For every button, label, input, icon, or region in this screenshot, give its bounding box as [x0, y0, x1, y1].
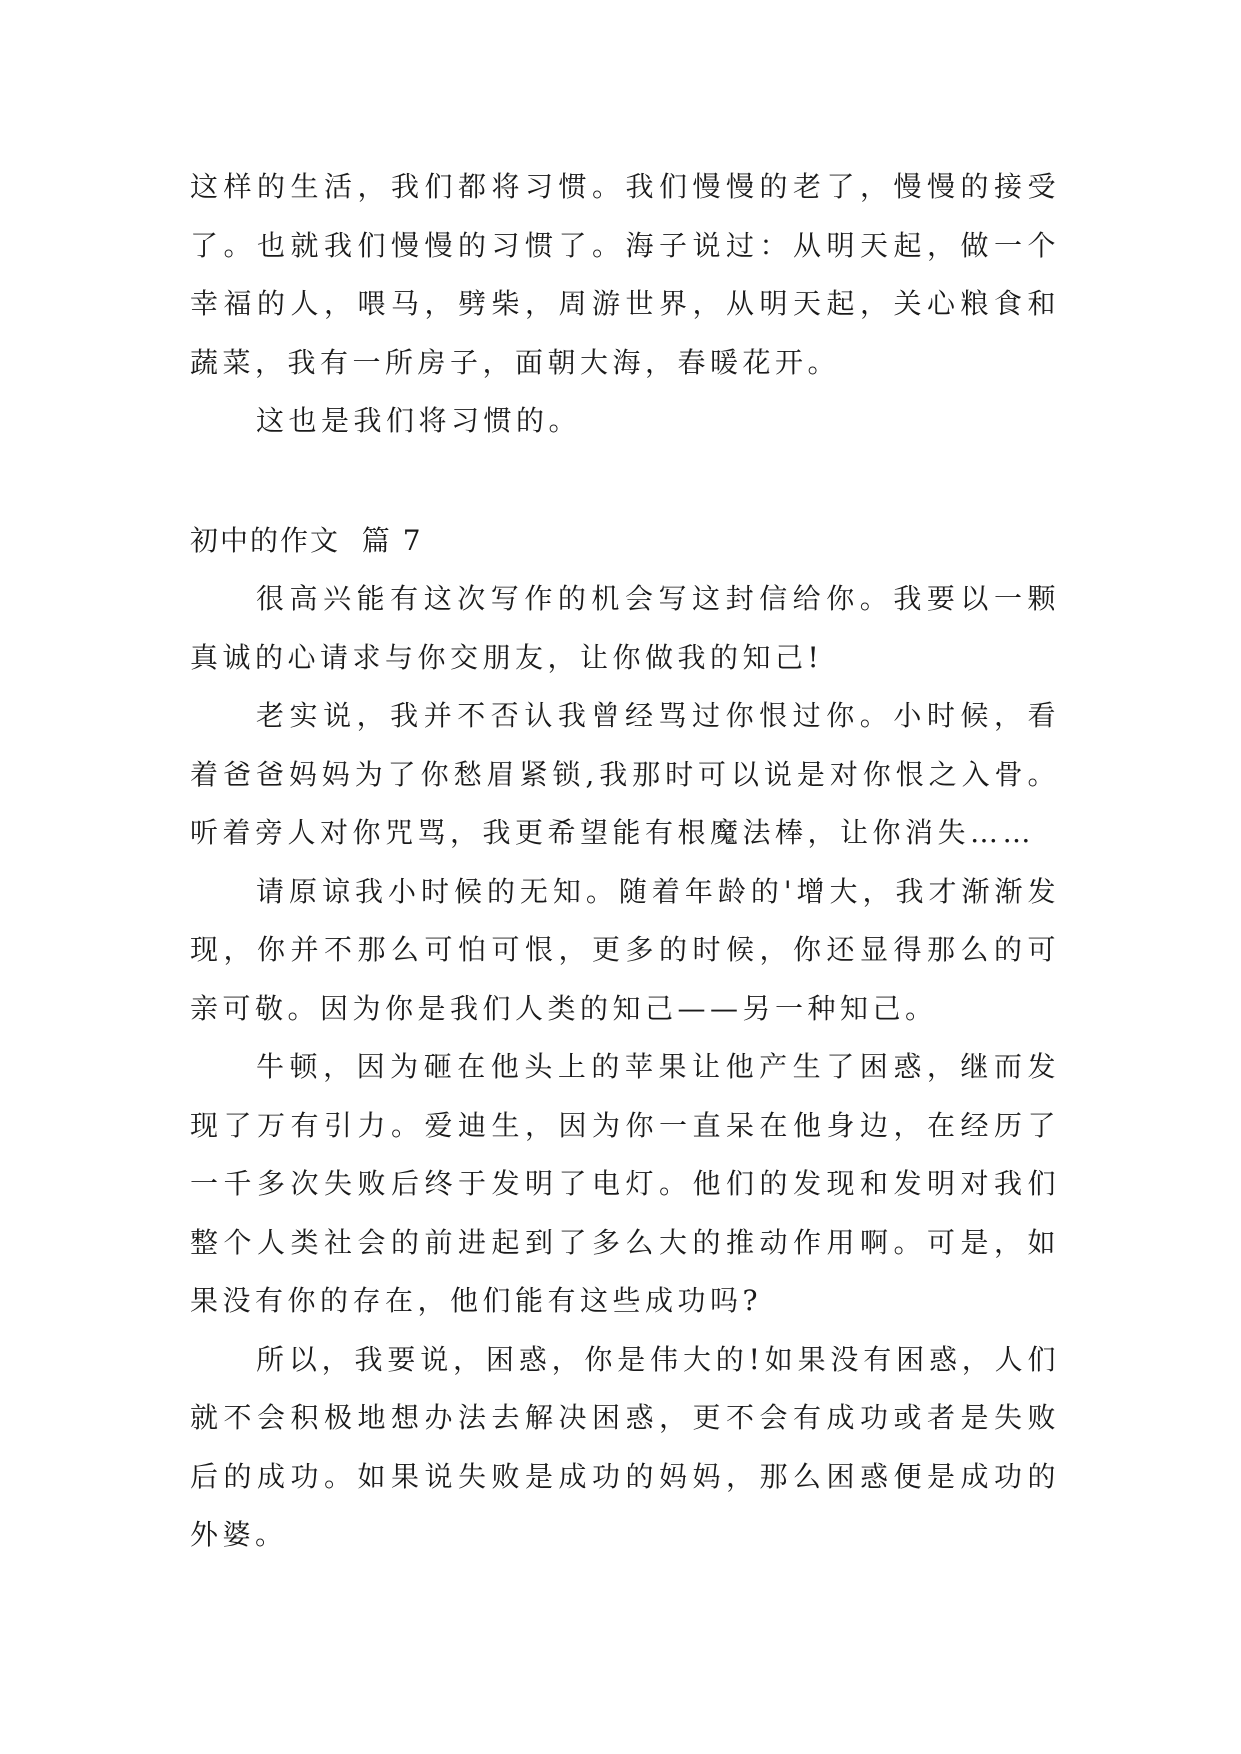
section-paragraph-5: 所以，我要说，困惑，你是伟大的!如果没有困惑，人们就不会积极地想办法去解决困惑，更不会有成功或者是失败后的成功。如果说失败是成功的妈妈，那么困惑便是成功的外婆。: [190, 1342, 1060, 1551]
section-paragraph-3: 请原谅我小时候的无知。随着年龄的'增大，我才渐渐发现，你并不那么可怕可恨，更多的时候，你还显得那么的可亲可敬。因为你是我们人类的知己——另一种知己。: [190, 874, 1060, 1025]
section-title: 初中的作文 篇 7: [190, 523, 423, 557]
section-paragraph-4: 牛顿，因为砸在他头上的苹果让他产生了困惑，继而发现了万有引力。爱迪生，因为你一直呆在他身边，在经历了一千多次失败后终于发明了电灯。他们的发现和发明对我们整个人类社会的前进起到了多么大的推动作用啊。可是，如果没有你的存在，他们能有这些成功吗?: [190, 1050, 1060, 1317]
document-body: [190, 158, 1060, 1565]
section-paragraph-1: 很高兴能有这次写作的机会写这封信给你。我要以一颗真诚的心请求与你交朋友，让你做我的知己!: [190, 582, 1060, 674]
section-paragraph-2: 老实说，我并不否认我曾经骂过你恨过你。小时候，看着爸爸妈妈为了你愁眉紧锁,我那时可以说是对你恨之入骨。听着旁人对你咒骂，我更希望能有根魔法棒，让你消失……: [190, 699, 1060, 849]
intro-paragraph-2: 这也是我们将习惯的。: [256, 404, 582, 437]
intro-paragraph-1: 这样的生活，我们都将习惯。我们慢慢的老了，慢慢的接受了。也就我们慢慢的习惯了。海子说过：从明天起，做一个幸福的人，喂马，劈柴，周游世界，从明天起，关心粮食和蔬菜，我有一所房子，面朝大海，春暖花开。: [190, 170, 1060, 379]
